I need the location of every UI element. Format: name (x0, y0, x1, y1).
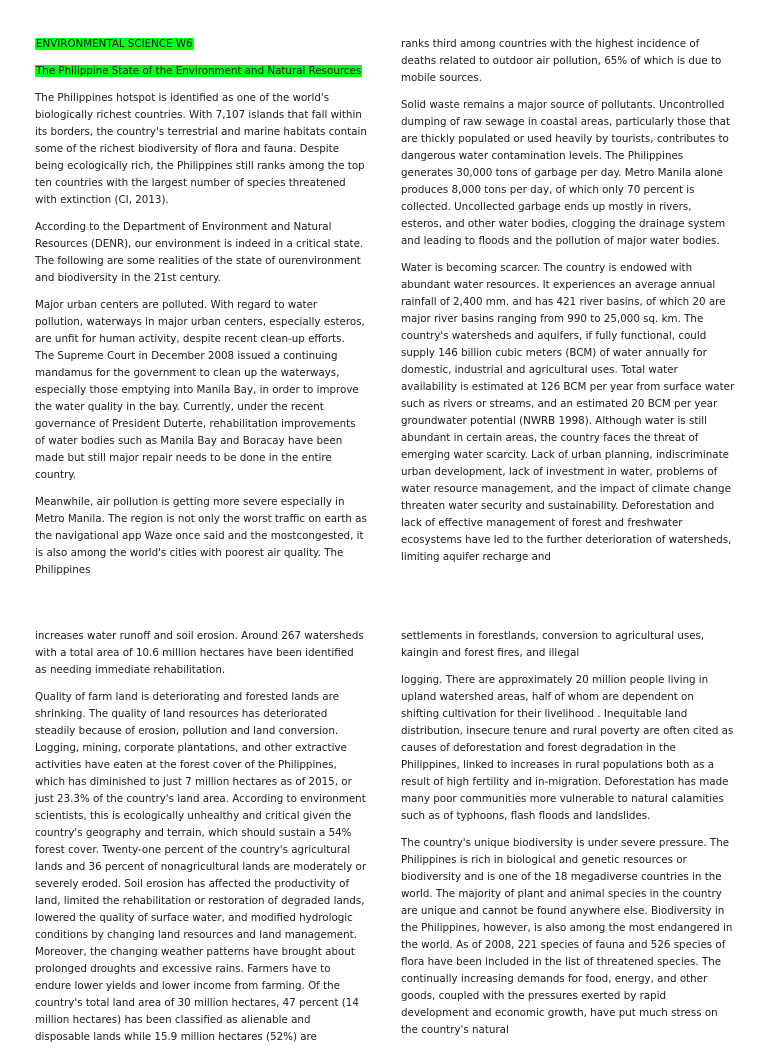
paragraph: settlements in forestlands, conversion to agricultural uses, kaingin and forest fires, and illegal (401, 630, 705, 659)
paragraph: Major urban centers are polluted. With regard to water pollution, waterways in major urban centers, especially esteros, are unfit for human activity, despite recent clean-up efforts. The Supreme Court in December 2008 issued a continuing mandamus for the government to clean up the waterways, especially those emptying into Manila Bay, in order to improve the water quality in the bay. Currently, under the recent governance of President Duterte, rehabilitation improvements of water bodies such as Manila Bay and Boracay have been made but still major repair needs to be done in the entire country. (35, 299, 365, 481)
paragraph: Quality of farm land is deteriorating and forested lands are shrinking. The quality of land resources has deteriorated steadily because of erosion, pollution and land conversion. Logging, mining, corporate plantations, and other extractive activities have eaten at the forest cover of the Philippines, which has diminished to just 7 million hectares as of 2015, or just 23.3% of the country's land area. According to environment scientists, this is ecologically unhealthy and critical given the country's geography and terrain, which should sustain a 54% forest cover. Twenty-one percent of the country's agricultural lands and 36 percent of nonagricultural lands are moderately or severely eroded. Soil erosion has affected the productivity of land, limited the rehabilitation or restoration of degraded lands, lowered the quality of surface water, and modified hydrologic conditions by changing land resources and land management. Moreover, the changing weather patterns have brought about prolonged droughts and excessive rains. Farmers have to endure lower yields and lower income from farming. Of the country's total land area of 30 million hectares, 47 percent (14 million hectares) has been classified as alienable and disposable lands while 15.9 million hectares (52%) are (35, 691, 367, 1043)
paragraph: Water is becoming scarcer. The country is endowed with abundant water resources. It experiences an average annual rainfall of 2,400 mm. and has 421 river basins, of which 20 are major river basins ranging from 990 to 25,000 sq. km. The country's watersheds and aquifers, if fully functional, could supply 146 billion cubic meters (BCM) of water annually for domestic, industrial and agricultural uses. Total water availability is estimated at 126 BCM per year from surface water such as rivers or streams, and an estimated 20 BCM per year groundwater potential (NWRB 1998). Although water is still abundant in certain areas, the country faces the threat of emerging water scarcity. Lack of urban planning, indiscriminate urban development, lack of investment in water, problems of water resource management, and the impact of climate change threaten water security and sustainability. Deforestation and lack of effective management of forest and freshwater ecosystems have led to the further deterioration of watersheds, limiting aquifer recharge and (401, 262, 735, 563)
column-bottom-right (401, 628, 735, 1049)
document-subtitle-line (35, 63, 367, 80)
column-top-left (35, 36, 367, 589)
paragraph: Solid waste remains a major source of pollutants. Uncontrolled dumping of raw sewage in coastal areas, particularly those that are thickly populated or used heavily by tourists, contributes to dangerous water contamination levels. The Philippines generates 30,000 tons of garbage per day. Metro Manila alone produces 8,000 tons per day, of which only 70 percent is collected. Uncollected garbage ends up mostly in rivers, esteros, and other water bodies, clogging the drainage system and leading to floods and the pollution of major water bodies. (401, 99, 731, 247)
document-subtitle: The Philippine State of the Environment and Natural Resources (36, 65, 362, 77)
paragraph: ranks third among countries with the highest incidence of deaths related to outdoor air pollution, 65% of which is due to mobile sources. (401, 38, 722, 84)
paragraph: According to the Department of Environment and Natural Resources (DENR), our environment is indeed in a critical state. The following are some realities of the state of ourenvironment and biodiversity in the 21st century. (35, 221, 364, 284)
document-title-line (35, 36, 367, 53)
column-top-right (401, 36, 735, 576)
paragraph: The Philippines hotspot is identified as one of the world's biologically richest countries. With 7,107 islands that fall within its borders, the country's terrestrial and marine habitats contain some of the richest biodiversity of flora and fauna. Despite being ecologically rich, the Philippines still ranks among the top ten countries with the largest number of species threatened with extinction (CI, 2013). (35, 92, 367, 206)
column-bottom-left (35, 628, 367, 1056)
paragraph: logging. There are approximately 20 million people living in upland watershed areas, half of whom are dependent on shifting cultivation for their livelihood . Inequitable land distribution, insecure tenure and rural poverty are often cited as causes of deforestation and forest degradation in the Philippines, linked to increases in rural populations both as a result of high fertility and in-migration. Deforestation has made many poor communities more vulnerable to natural calamities such as of typhoons, flash floods and landslides. (401, 674, 734, 822)
paragraph: The country's unique biodiversity is under severe pressure. The Philippines is rich in biological and genetic resources or biodiversity and is one of the 18 megadiverse countries in the world. The majority of plant and animal species in the country are unique and cannot be found anywhere else. Biodiversity in the Philippines, however, is also among the most endangered in the world. As of 2008, 221 species of fauna and 526 species of flora have been included in the list of threatened species. The continually increasing demands for food, energy, and other goods, coupled with the pressures exerted by rapid development and economic growth, have put much stress on the country's natural (401, 837, 733, 1036)
document-title: ENVIRONMENTAL SCIENCE W6 (36, 38, 193, 50)
paragraph: increases water runoff and soil erosion. Around 267 watersheds with a total area of 10.6 million hectares have been identified as needing immediate rehabilitation. (35, 630, 364, 676)
paragraph: Meanwhile, air pollution is getting more severe especially in Metro Manila. The region is not only the worst traffic on earth as the navigational app Waze once said and the mostcongested, it is also among the world's cities with poorest air quality. The Philippines (35, 496, 367, 576)
